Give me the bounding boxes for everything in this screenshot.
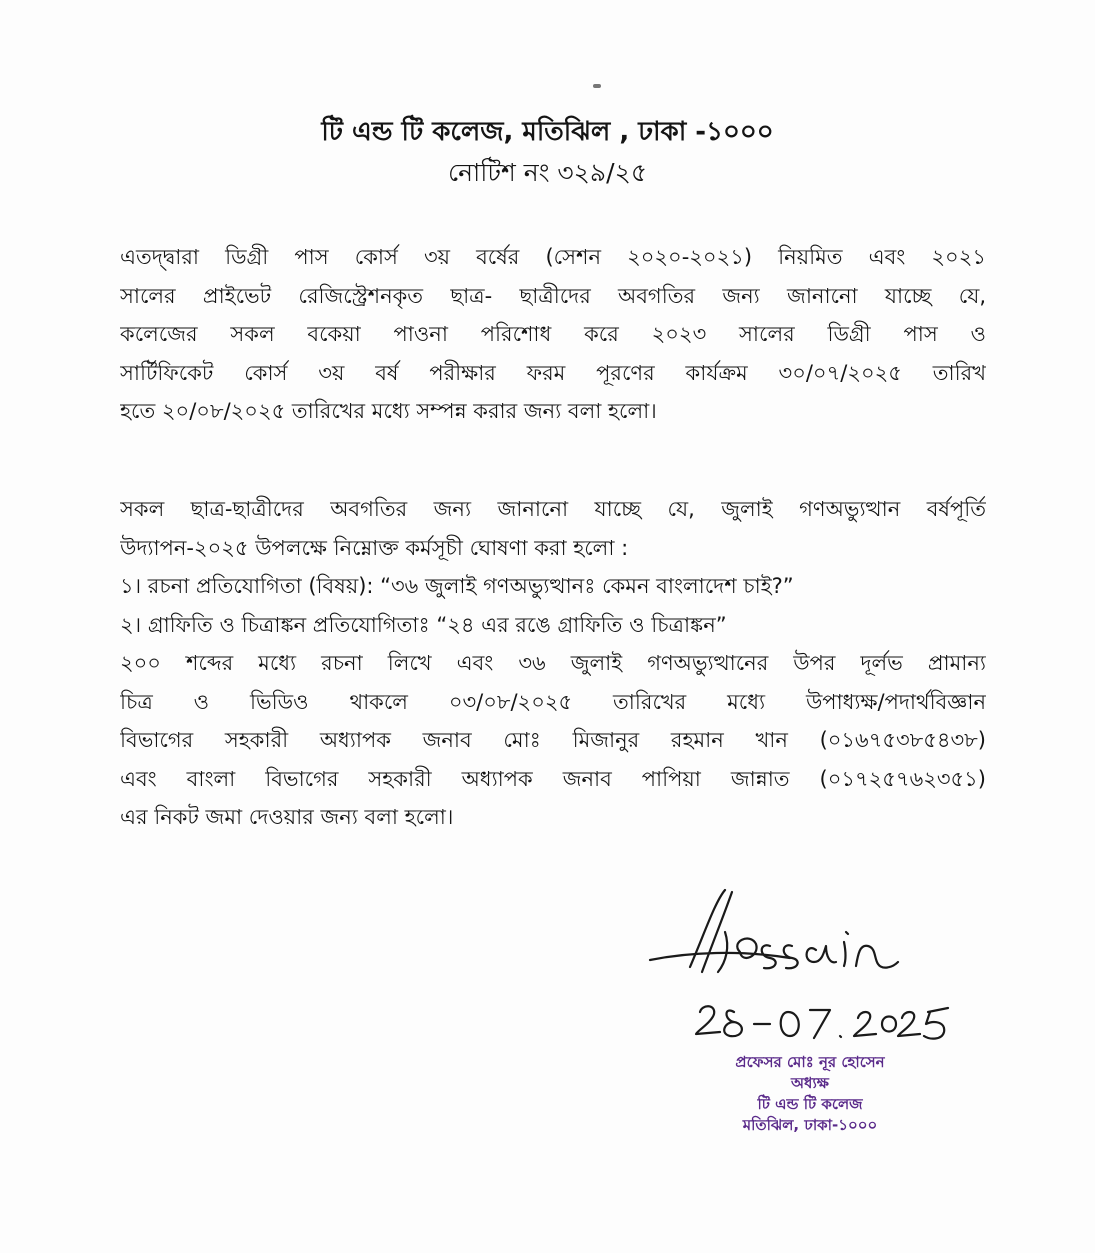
paragraph-line: ২০০ শব্দের মধ্যে রচনা লিখে এবং ৩৬ জুলাই গণঅভ্যুত্থানের উপর দূর্লভ প্রামান্য [120,651,986,675]
paragraph-line: বিভাগের সহকারী অধ্যাপক জনাব মোঃ মিজানুর রহমান খান (০১৬৭৫৩৮৫৪৩৮) [120,728,986,752]
program-item-2: ২। গ্রাফিতি ও চিত্রাঙ্কন প্রতিযোগিতাঃ “২৪ এর রঙে গ্রাফিতি ও চিত্রাঙ্কন” [120,612,727,637]
scan-speck [593,84,601,88]
paragraph-line: কলেজের সকল বকেয়া পাওনা পরিশোধ করে ২০২৩ সালের ডিগ্রী পাস ও [120,322,986,346]
principal-stamp [690,1052,930,1136]
notice-number: নোটিশ নং ৩২৯/২৫ [447,158,648,187]
college-name: টি এন্ড টি কলেজ, মতিঝিল , ঢাকা -১০০০ [321,117,774,147]
paragraph-line: সালের প্রাইভেট রেজিস্ট্রেশনকৃত ছাত্র- ছাত্রীদের অবগতির জন্য জানানো যাচ্ছে যে, [120,283,986,308]
stamp-designation: অধ্যক্ষ [791,1074,829,1092]
notice-paragraph-1 [120,238,986,431]
paragraph-line: সার্টিফিকেট কোর্স ৩য় বর্ষ পরীক্ষার ফরম পূরণের কার্যক্রম ৩০/০৭/২০২৫ তারিখ [120,360,986,385]
paragraph-line: এতদ্দ্বারা ডিগ্রী পাস কোর্স ৩য় বর্ষের (সেশন ২০২০-২০২১) নিয়মিত এবং ২০২১ [120,245,986,269]
paragraph-line: এর নিকট জমা দেওয়ার জন্য বলা হলো। [120,805,454,829]
program-item-1: ১। রচনা প্রতিযোগিতা (বিষয়): “৩৬ জুলাই গণঅভ্যুত্থানঃ কেমন বাংলাদেশ চাই?” [120,574,794,598]
notice-header [0,112,1095,194]
stamp-college: টি এন্ড টি কলেজ [757,1095,863,1113]
paragraph-line: চিত্র ও ভিডিও থাকলে ০৩/০৮/২০২৫ তারিখের মধ্যে উপাধ্যক্ষ/পদার্থবিজ্ঞান [120,689,986,714]
paragraph-line: হতে ২০/০৮/২০২৫ তারিখের মধ্যে সম্পন্ন করার জন্য বলা হলো। [120,399,657,423]
paragraph-line: সকল ছাত্র-ছাত্রীদের অবগতির জন্য জানানো যাচ্ছে যে, জুলাই গণঅভ্যুত্থান বর্ষপূর্তি [120,497,986,521]
notice-paragraph-2 [120,490,986,837]
stamp-address: মতিঝিল, ঢাকা-১০০০ [742,1116,878,1134]
handwritten-signature [630,872,990,1052]
stamp-name: প্রফেসর মোঃ নূর হোসেন [735,1053,885,1071]
paragraph-line: এবং বাংলা বিভাগের সহকারী অধ্যাপক জনাব পাপিয়া জান্নাত (০১৭২৫৭৬২৩৫১) [120,766,986,791]
paragraph-line: উদ্যাপন-২০২৫ উপলক্ষে নিম্নোক্ত কর্মসূচী ঘোষণা করা হলো : [120,535,629,560]
